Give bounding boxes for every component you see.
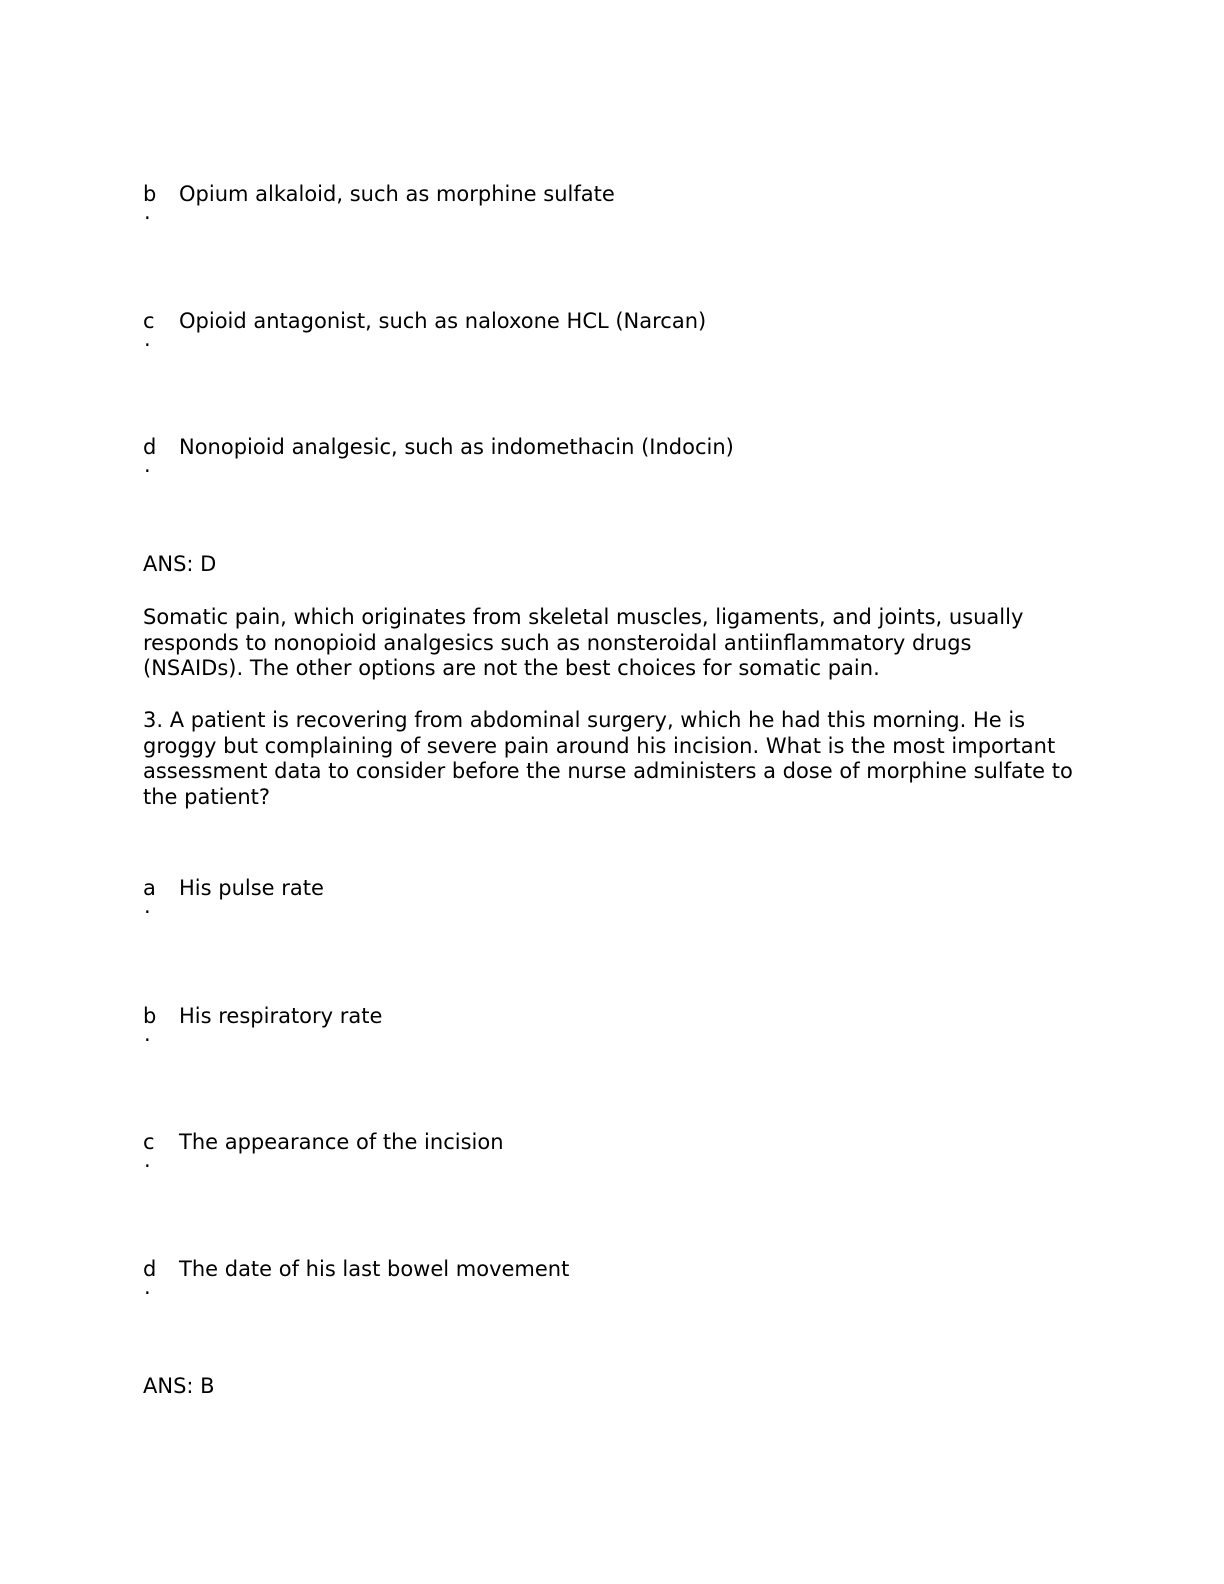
option-mark: . — [144, 453, 151, 477]
option-letter: c — [143, 309, 155, 333]
answer-key: ANS: D — [143, 552, 217, 576]
answer-option — [143, 1256, 1043, 1316]
option-text: Opioid antagonist, such as naloxone HCL (Narcan) — [179, 309, 707, 333]
option-mark: . — [144, 1148, 151, 1172]
option-mark: . — [144, 1275, 151, 1299]
answer-option — [143, 1003, 1043, 1063]
option-mark: . — [144, 1022, 151, 1046]
option-text: His pulse rate — [179, 876, 324, 900]
answer-option — [143, 308, 1043, 368]
question-text: 3. A patient is recovering from abdominal surgery, which he had this morning. He is groggy but complaining of severe pain around his incision. What is the most important assessment data to consider before the nurse administers a dose of morphine sulfate to the patient? — [143, 708, 1073, 809]
option-text: The appearance of the incision — [179, 1130, 504, 1154]
option-letter: d — [143, 1257, 157, 1281]
answer-option — [143, 434, 1043, 494]
option-mark: . — [144, 894, 151, 918]
option-letter: d — [143, 435, 157, 459]
option-text: Nonopioid analgesic, such as indomethacin (Indocin) — [179, 435, 734, 459]
answer-option — [143, 875, 1043, 935]
option-letter: a — [143, 876, 156, 900]
option-text: Opium alkaloid, such as morphine sulfate — [179, 182, 615, 206]
rationale-paragraph: Somatic pain, which originates from skeletal muscles, ligaments, and joints, usually responds to nonopioid analgesics such as nonsteroidal antiinflammatory drugs (NSAIDs). The other options are not the best choices for somatic pain. — [143, 605, 1024, 680]
answer-key: ANS: B — [143, 1374, 215, 1398]
option-letter: b — [143, 182, 157, 206]
option-mark: . — [144, 200, 151, 224]
option-text: The date of his last bowel movement — [179, 1257, 570, 1281]
answer-option — [143, 1129, 1043, 1189]
option-text: His respiratory rate — [179, 1004, 383, 1028]
option-mark: . — [144, 327, 151, 351]
option-letter: c — [143, 1130, 155, 1154]
answer-option — [143, 181, 1043, 241]
option-letter: b — [143, 1004, 157, 1028]
